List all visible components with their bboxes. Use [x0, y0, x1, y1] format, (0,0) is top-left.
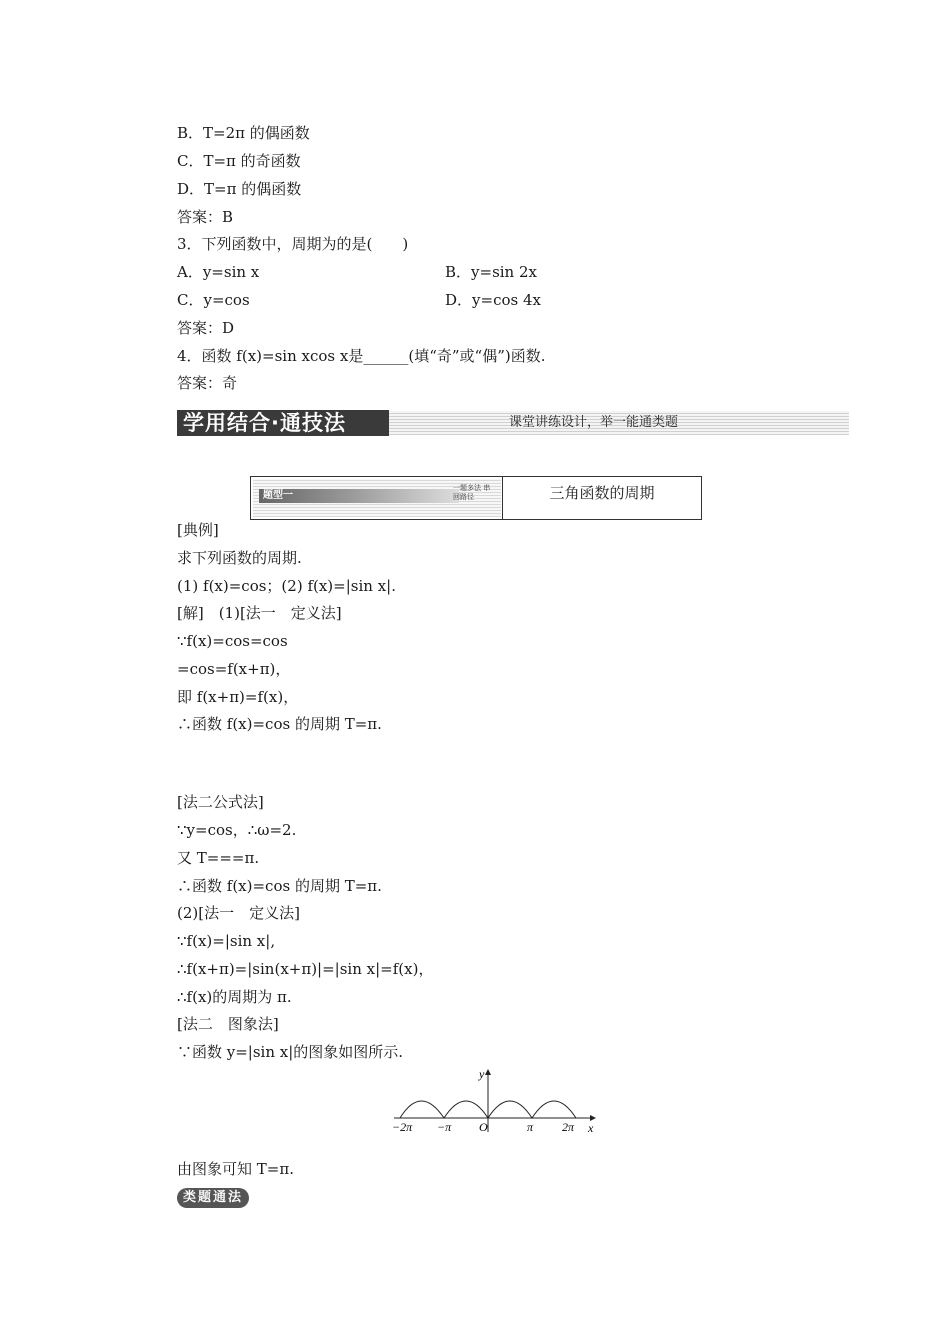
option-c: C．T=π 的奇函数 [177, 152, 301, 170]
y-axis-arrow [485, 1069, 491, 1075]
answer-2: 答案：D [177, 319, 235, 337]
topic-title: 三角函数的周期 [549, 484, 655, 502]
option-d: D．T=π 的偶函数 [177, 180, 302, 198]
tick-label: −π [437, 1120, 452, 1134]
solution-line: =cos=f(x+π)， [177, 660, 291, 678]
banner-subtitle: 课堂讲练设计，举一能通类题 [509, 415, 679, 430]
method-2-heading: [法二公式法] [177, 793, 264, 811]
q3-option-d: D．y=cos 4x [445, 291, 541, 309]
q3-option-a: A．y=sin x [177, 263, 260, 281]
tick-label: 2π [562, 1120, 575, 1134]
example-functions: (1) f(x)=cos；(2) f(x)=|sin x|. [177, 577, 396, 595]
example-prompt: 求下列函数的周期. [177, 549, 302, 567]
solution-line: 又 T===π. [177, 849, 260, 867]
x-axis-label: x [588, 1121, 594, 1135]
solution-line: ∴函数 f(x)=cos 的周期 T=π. [177, 715, 382, 733]
tick-label: π [527, 1120, 534, 1134]
banner-title: 学用结合·通技法 [183, 411, 346, 435]
solution-line: ∵y=cos，∴ω=2. [177, 821, 297, 839]
answer-1: 答案：B [177, 208, 234, 226]
solution-line: 即 f(x+π)=f(x)， [177, 688, 299, 706]
method-badge: 类题通法 [177, 1188, 249, 1208]
part-2-heading: (2)[法一 定义法] [177, 904, 300, 922]
q3-option-b: B．y=sin 2x [445, 263, 537, 281]
option-b: B．T=2π 的偶函数 [177, 124, 310, 142]
solution-line: ∴f(x)的周期为 π. [177, 988, 292, 1006]
graph-conclusion: 由图象可知 T=π. [177, 1160, 294, 1178]
y-axis-label: y [479, 1067, 485, 1081]
question-3-stem: 3．下列函数中，周期为的是( ) [177, 235, 409, 253]
abs-sin-graph [390, 1066, 600, 1136]
tick-label: −2π [392, 1120, 413, 1134]
question-4: 4．函数 f(x)=sin xcos x是______(填“奇”或“偶”)函数. [177, 347, 546, 365]
origin-label: O [479, 1120, 488, 1134]
solution-line: ∴f(x+π)=|sin(x+π)|=|sin x|=f(x)， [177, 960, 434, 978]
solution-heading: [解] (1)[法一 定义法] [177, 604, 342, 622]
solution-line: ∵函数 y=|sin x|的图象如图所示. [177, 1043, 404, 1061]
topic-label-area [253, 479, 501, 517]
section-banner [177, 408, 849, 438]
topic-box [250, 476, 702, 520]
topic-label: 题型一 [263, 490, 293, 501]
solution-line: ∵f(x)=|sin x|, [177, 932, 276, 950]
answer-3: 答案：奇 [177, 374, 238, 392]
topic-side-note: 一题多法 串回路径 [453, 484, 491, 501]
solution-line: ∴函数 f(x)=cos 的周期 T=π. [177, 877, 382, 895]
q3-option-c: C．y=cos [177, 291, 250, 309]
solution-line: ∵f(x)=cos=cos [177, 632, 288, 650]
example-heading: [典例] [177, 521, 219, 539]
method-graph-heading: [法二 图象法] [177, 1015, 279, 1033]
